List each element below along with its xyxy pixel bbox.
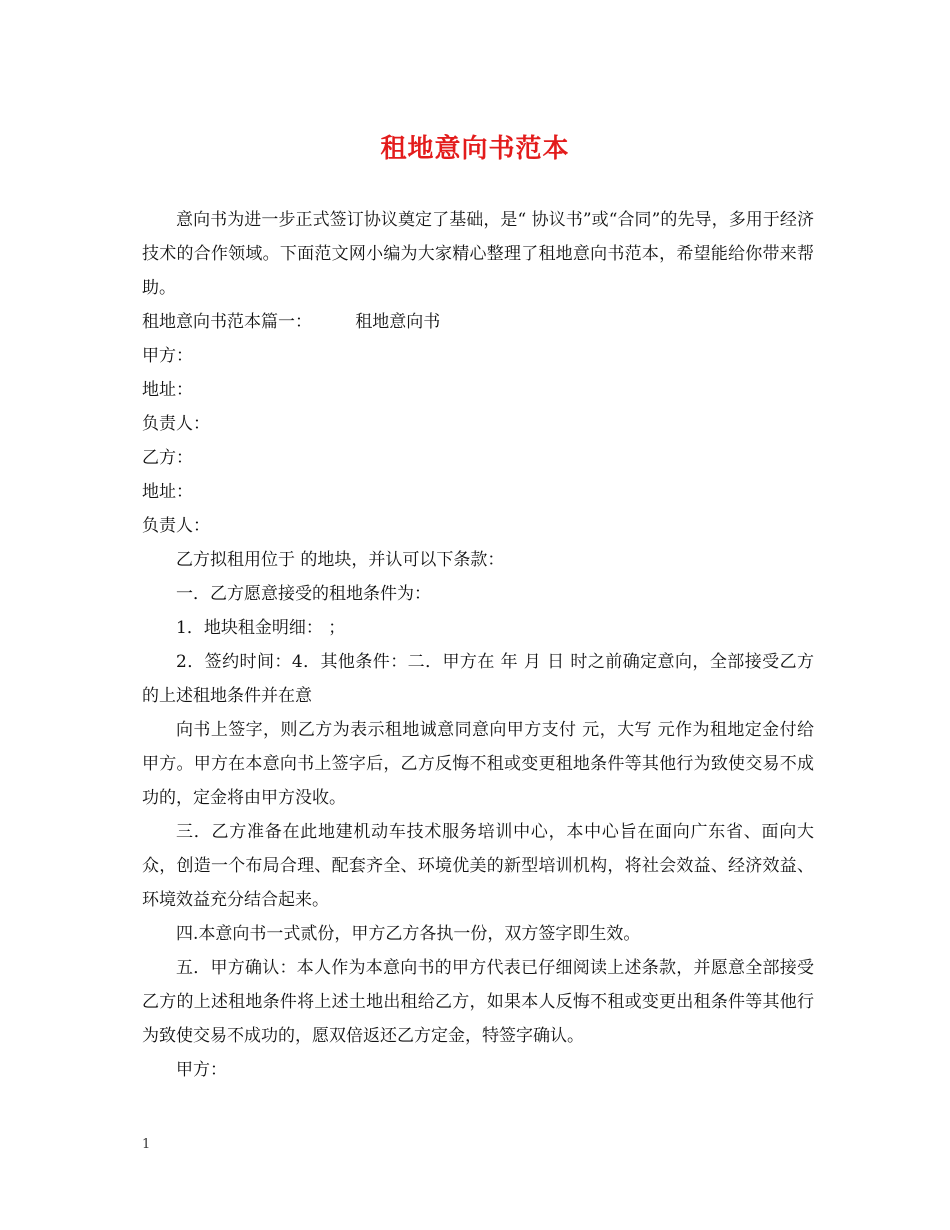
clause-one-rent: 1．地块租金明细： ； (176, 618, 346, 638)
party-b-address-label: 地址： (142, 482, 193, 502)
clause-one: 一．乙方愿意接受的租地条件为： (176, 584, 431, 604)
party-a-address-label: 地址： (142, 380, 193, 400)
party-a-label: 甲方： (142, 346, 193, 366)
section-heading: 租地意向书范本篇一： 租地意向书 (142, 312, 441, 332)
clause-four: 四.本意向书一式贰份，甲方乙方各执一份，双方签字即生效。 (176, 924, 641, 944)
party-b-representative-label: 负责人： (142, 516, 210, 536)
party-a-representative-label: 负责人： (142, 414, 210, 434)
clause-one-signing: 2．签约时间：4．其他条件：二．甲方在 年 月 日 时之前确定意向，全部接受乙方的上述租地条件并在意 (142, 652, 814, 706)
party-b-label: 乙方： (142, 448, 193, 468)
document-body (142, 203, 814, 1087)
clause-two-deposit: 向书上签字，则乙方为表示租地诚意同意向甲方支付 元，大写 元作为租地定金付给甲方。甲方在本意向书上签字后，乙方反悔不租或变更租地条件等其他行为致使交易不成功的，定金将由甲方没收。 (142, 720, 814, 808)
page-number: 1 (142, 1137, 151, 1152)
clause-five: 五．甲方确认：本人作为本意向书的甲方代表已仔细阅读上述条款，并愿意全部接受乙方的上述租地条件将上述土地出租给乙方，如果本人反悔不租或变更出租条件等其他行为致使交易不成功的，愿双倍返还乙方定金，特签字确认。 (142, 958, 814, 1046)
document-title: 租地意向书范本 (380, 134, 570, 164)
clause-three: 三．乙方准备在此地建机动车技术服务培训中心，本中心旨在面向广东省、面向大众，创造一个布局合理、配套齐全、环境优美的新型培训机构，将社会效益、经济效益、环境效益充分结合起来。 (142, 822, 814, 910)
intro-paragraph: 意向书为进一步正式签订协议奠定了基础，是“ 协议书”或“合同”的先导，多用于经济技术的合作领域。下面范文网小编为大家精心整理了租地意向书范本，希望能给你带来帮助。 (142, 210, 814, 298)
party-a-signature-label: 甲方： (176, 1060, 227, 1080)
clause-intro: 乙方拟租用位于 的地块，并认可以下条款： (176, 550, 505, 570)
